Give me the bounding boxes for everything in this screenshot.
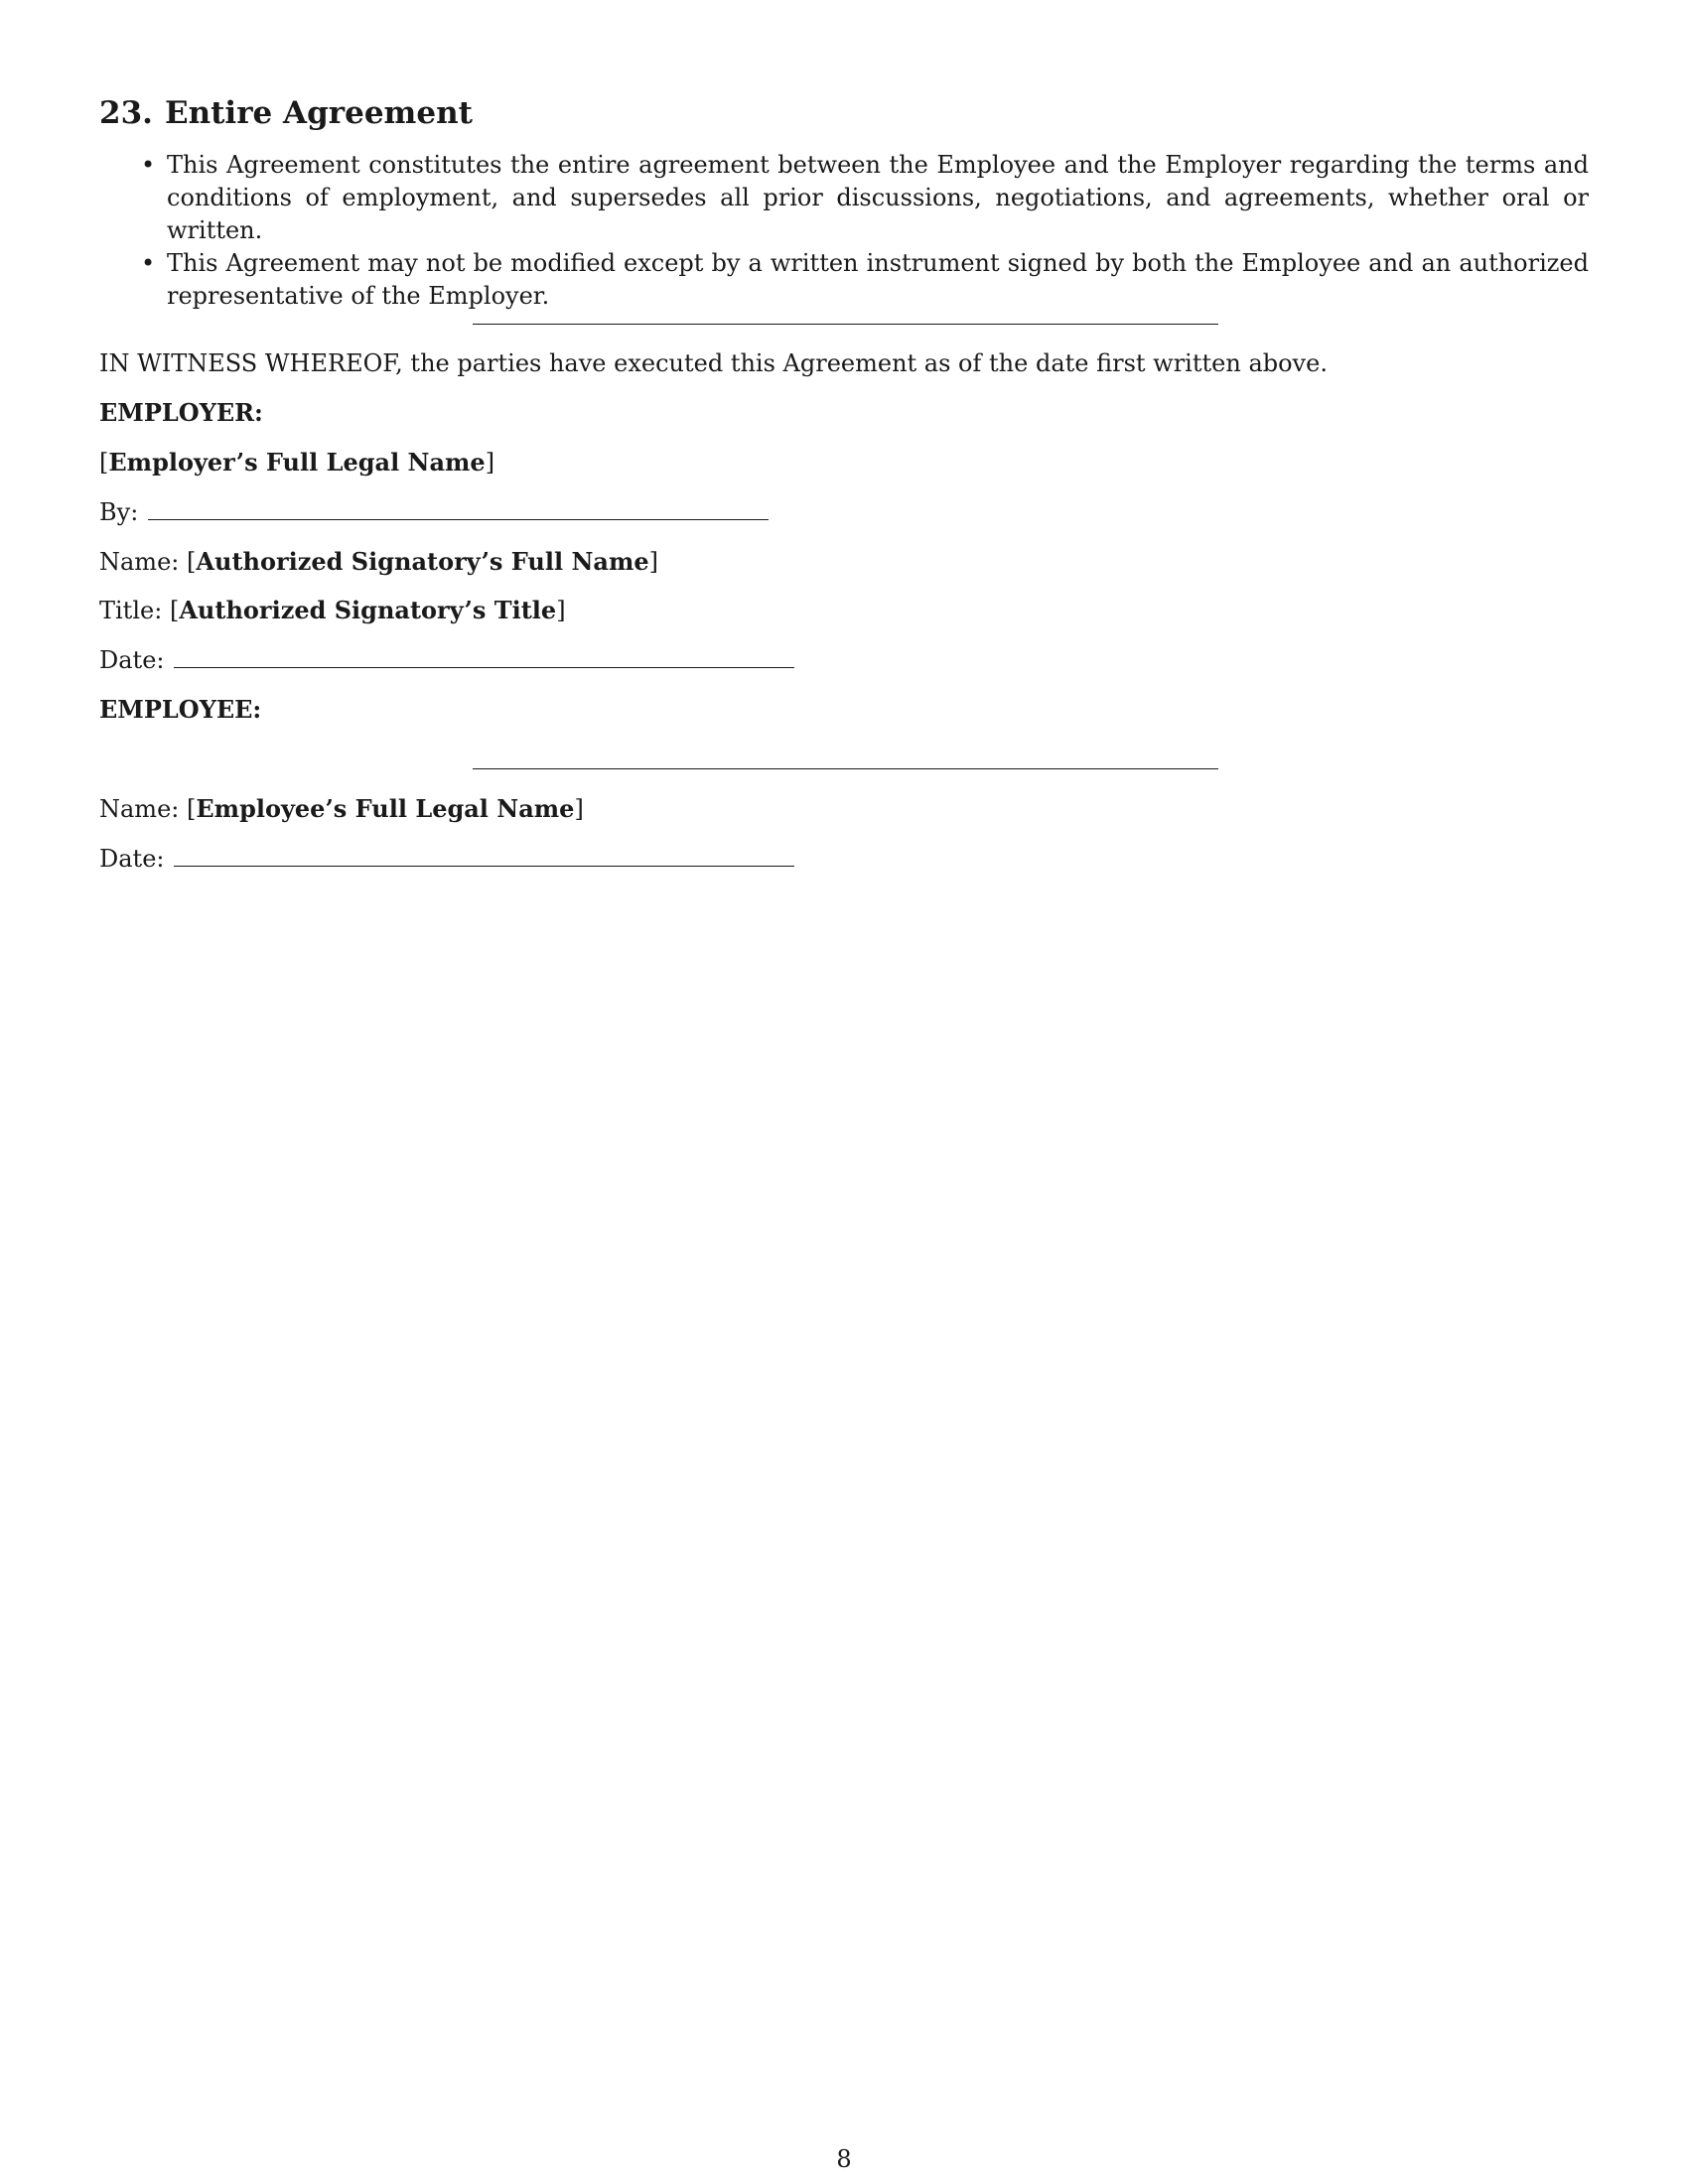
title-label: Title: <box>99 597 163 624</box>
employee-date-line <box>99 844 794 874</box>
bracket-close: ] <box>556 597 566 624</box>
employee-name-line <box>99 794 584 824</box>
employer-by-line <box>99 497 769 527</box>
bullet-icon: • <box>141 249 156 277</box>
date-label: Date: <box>99 845 165 873</box>
bullet-text: This Agreement may not be modified except by a written instrument signed by both the Employee and an authorized representative of the Employer. <box>167 249 1589 310</box>
name-label: Name: <box>99 548 180 576</box>
bracket-close: ] <box>485 449 495 477</box>
employer-signature-field[interactable] <box>148 497 769 520</box>
document-page <box>99 0 1589 2184</box>
section-divider <box>473 324 1218 325</box>
employer-name: Employer’s Full Legal Name <box>108 448 486 477</box>
bullet-icon: • <box>141 151 156 179</box>
bracket-open: [ <box>99 449 109 477</box>
employee-heading: EMPLOYEE: <box>99 695 262 724</box>
bracket-open: [ <box>187 548 197 576</box>
bullet-text: This Agreement constitutes the entire agreement between the Employee and the Employer regarding the terms and conditions of employment, and supersedes all prior discussions, negotiations, and agreements, whether oral or written. <box>167 151 1589 244</box>
bullet-item <box>99 247 1589 313</box>
employer-date-line <box>99 645 794 675</box>
employee-date-field[interactable] <box>174 844 794 867</box>
by-label: By: <box>99 498 139 526</box>
bracket-close: ] <box>574 795 584 823</box>
signatory-name: Authorized Signatory’s Full Name <box>196 547 649 576</box>
page-number: 8 <box>836 2145 852 2173</box>
employee-name: Employee’s Full Legal Name <box>196 794 575 823</box>
name-label: Name: <box>99 795 180 823</box>
bracket-open: [ <box>169 597 180 624</box>
employer-heading: EMPLOYER: <box>99 398 263 427</box>
employer-signatory-name-line <box>99 547 658 577</box>
witness-statement: IN WITNESS WHEREOF, the parties have executed this Agreement as of the date first written above. <box>99 349 1328 377</box>
date-label: Date: <box>99 646 165 674</box>
section-heading <box>99 95 473 131</box>
signatory-title: Authorized Signatory’s Title <box>179 596 557 624</box>
employer-signatory-title-line <box>99 596 566 625</box>
employer-name-line <box>99 448 494 478</box>
bracket-close: ] <box>648 548 658 576</box>
bullet-item <box>99 149 1589 247</box>
bullet-list <box>99 149 1589 313</box>
section-number: 23. <box>99 95 153 131</box>
employee-signature-line[interactable] <box>473 768 1218 769</box>
bracket-open: [ <box>187 795 197 823</box>
section-title: Entire Agreement <box>164 95 473 131</box>
employer-date-field[interactable] <box>174 645 794 668</box>
